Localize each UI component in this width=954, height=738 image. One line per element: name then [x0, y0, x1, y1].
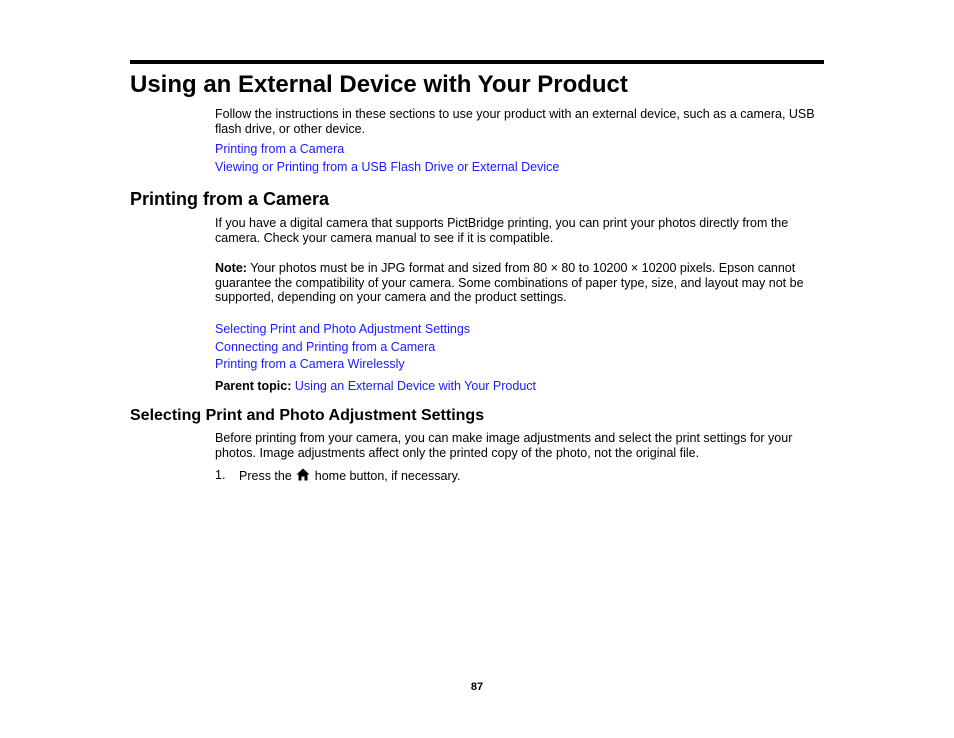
home-icon: [296, 468, 310, 481]
link-printing-from-camera[interactable]: Printing from a Camera: [215, 142, 345, 156]
link-usb-flash-drive[interactable]: Viewing or Printing from a USB Flash Drive or External Device: [215, 160, 560, 174]
link-printing-wirelessly[interactable]: Printing from a Camera Wirelessly: [215, 357, 405, 371]
link-connecting-and-printing[interactable]: Connecting and Printing from a Camera: [215, 340, 436, 354]
title-rule: [130, 60, 824, 64]
parent-topic: [215, 379, 827, 394]
note-label: Note:: [215, 261, 247, 275]
page-title: Using an External Device with Your Product: [130, 71, 628, 98]
step-number: 1.: [215, 468, 226, 482]
step-text: [239, 468, 460, 484]
note-paragraph: [215, 261, 827, 305]
step-text-post: home button, if necessary.: [314, 469, 461, 483]
parent-topic-link[interactable]: Using an External Device with Your Product: [294, 379, 536, 393]
note-text: Your photos must be in JPG format and sized from 80 × 80 to 10200 × 10200 pixels. Epson cannot guarantee the compatibility of your camera. Some combinations of paper type, size, and layout may not be supported, depending on your camera and the product settings.: [215, 261, 804, 305]
section-heading-printing-from-camera: Printing from a Camera: [130, 189, 330, 209]
section-heading-selecting-settings: Selecting Print and Photo Adjustment Settings: [130, 407, 485, 424]
page-number: 87: [470, 681, 484, 693]
intro-text: Follow the instructions in these sections to use your product with an external device, such as a camera, USB flash drive, or other device.: [215, 107, 815, 136]
link-selecting-print-settings[interactable]: Selecting Print and Photo Adjustment Settings: [215, 322, 471, 336]
parent-topic-label: Parent topic:: [215, 379, 292, 393]
step-text-pre: Press the: [239, 469, 292, 483]
section-body-printing-from-camera: If you have a digital camera that supports PictBridge printing, you can print your photos directly from the camera. Check your camera manual to see if it is compatible.: [215, 216, 789, 245]
section-body-selecting-settings: Before printing from your camera, you can make image adjustments and select the print settings for your photos. Image adjustments affect only the printed copy of the photo, not the original file.: [215, 431, 793, 460]
